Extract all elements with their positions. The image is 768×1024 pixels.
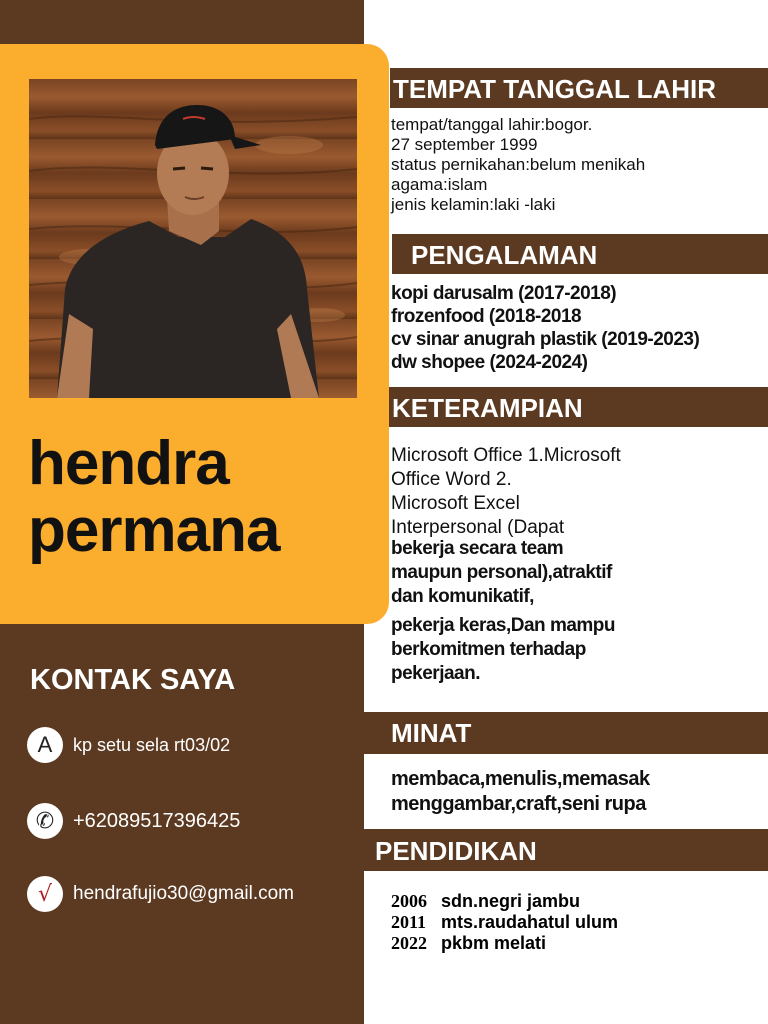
skills-line: dan komunikatif, [391, 586, 534, 607]
experience-item: cv sinar anugrah plastik (2019-2023) [391, 329, 700, 350]
contact-phone [27, 803, 240, 839]
skills-line: berkomitmen terhadap [391, 639, 586, 660]
contact-email [27, 876, 294, 912]
education-year: 2011 [391, 912, 427, 932]
skills-section-body-bold-a [391, 537, 612, 609]
phone-text[interactable]: +62089517396425 [73, 809, 241, 832]
interest-line: menggambar,craft,seni rupa [391, 793, 646, 815]
skills-line: Office Word 2. [391, 469, 512, 490]
contact-title: KONTAK SAYA [30, 664, 236, 696]
skills-section-body-bold-b [391, 614, 615, 686]
education-school: pkbm melati [441, 933, 547, 953]
address-icon: A [27, 727, 63, 763]
experience-item: kopi darusalm (2017-2018) [391, 283, 617, 304]
last-name: permana [28, 496, 280, 565]
experience-item: dw shopee (2024-2024) [391, 352, 588, 373]
birth-line: 27 september 1999 [391, 135, 538, 154]
skills-line: pekerja keras,Dan mampu [391, 615, 616, 636]
education-list [391, 891, 618, 954]
first-name: hendra [28, 429, 229, 498]
email-text[interactable]: hendrafujio30@gmail.com [73, 883, 295, 904]
email-icon: √ [27, 876, 63, 912]
education-row [391, 891, 618, 912]
birth-line: status pernikahan:belum menikah [391, 155, 646, 174]
education-row [391, 912, 618, 933]
interests-section-body [391, 767, 650, 817]
birth-line: tempat/tanggal lahir:bogor. [391, 115, 593, 134]
birth-line: jenis kelamin:laki -laki [391, 195, 556, 214]
birth-section-body [391, 115, 645, 215]
skills-line: Microsoft Excel [391, 493, 520, 514]
interests-section-title: MINAT [364, 712, 768, 754]
skills-line: pekerjaan. [391, 663, 480, 684]
address-text: kp setu sela rt03/02 [73, 734, 231, 755]
skills-section-body-normal [391, 444, 621, 540]
skills-line: Interpersonal (Dapat [391, 517, 565, 538]
experience-item: frozenfood (2018-2018 [391, 306, 582, 327]
experience-section-body [391, 282, 699, 374]
education-row [391, 933, 618, 954]
education-section-title: PENDIDIKAN [364, 829, 768, 871]
interest-line: membaca,menulis,memasak [391, 768, 650, 790]
skills-line: bekerja secara team [391, 538, 564, 559]
education-school: sdn.negri jambu [441, 891, 581, 911]
contact-address [27, 727, 230, 763]
birth-section-title: TEMPAT TANGGAL LAHIR [390, 68, 768, 108]
birth-line: agama:islam [391, 175, 488, 194]
full-name [28, 430, 279, 564]
skills-section-title: KETERAMPIAN [389, 387, 768, 427]
education-year: 2006 [391, 891, 427, 911]
experience-section-title: PENGALAMAN [392, 234, 768, 274]
phone-icon: ✆ [27, 803, 63, 839]
education-year: 2022 [391, 933, 427, 953]
profile-photo [29, 79, 357, 398]
skills-line: maupun personal),atraktif [391, 562, 612, 583]
skills-line: Microsoft Office 1.Microsoft [391, 445, 621, 466]
education-school: mts.raudahatul ulum [441, 912, 619, 932]
